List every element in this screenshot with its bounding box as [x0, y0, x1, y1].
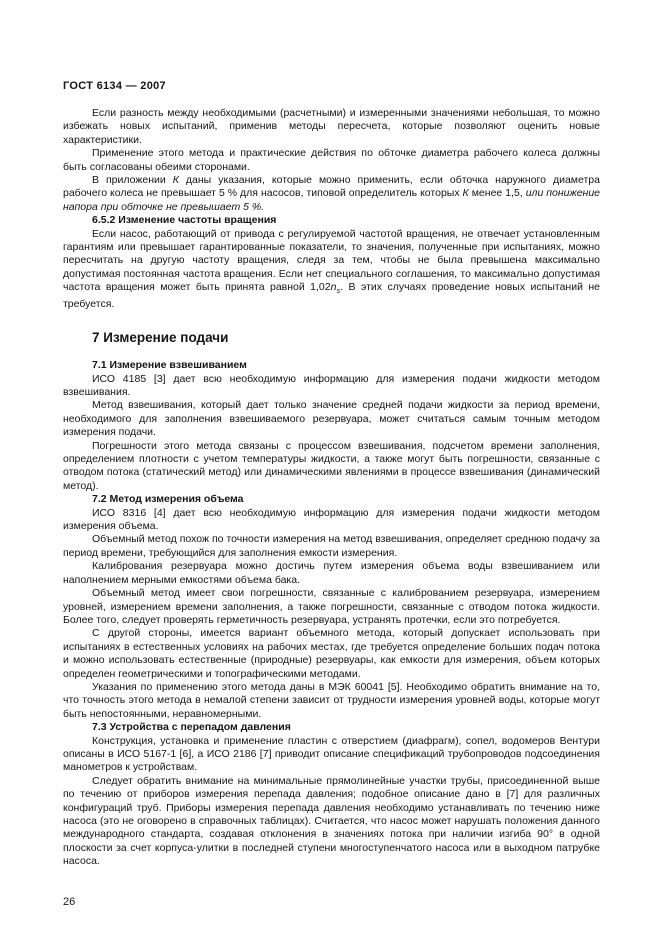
paragraph: Если насос, работающий от привода с регулируемой частотой вращения, не отвечает установленным гарантиям или превышает гарантированные показатели, то значения, полученные при испытаниях, можно пересчитать на другую частоту вращения, следя за тем, чтобы не была превышена максимально допустимая постоянная частота вращения. Если нет специального соглашения, то максимально допустимая частота вращения может быть принята равной $1,02n_s$. В этих случаях проведение новых испытаний не требуется. [63, 227, 600, 310]
paragraph: С другой стороны, имеется вариант объемного метода, который допускает использовать при испытаниях в естественных условиях на рабочих местах, где требуется определение больших подач потока и можно использовать естественные (природные) резервуары, как емкости для измерения, объем которых определен геометрическими и топографическими методами. [63, 627, 600, 680]
subsection-heading: 7.1 Измерение взвешиванием [92, 359, 247, 372]
paragraph: Калибрования резервуара можно достичь путем измерения объема воды взвешиванием или наполнением мерными емкостями объема бака. [63, 560, 600, 586]
paragraph: Объемный метод похож по точности измерения на метод взвешивания, определяет среднюю подачу за период времени, требующийся для заполнения емкости измерения. [63, 533, 600, 559]
document-number: ГОСТ 6134 — 2007 [63, 80, 166, 92]
paragraph: Если разность между необходимыми (расчетными) и измеренными значениями небольшая, то можно избежать новых испытаний, применив методы пересчета, которые позволяют оценить новые характеристики. [63, 107, 600, 146]
subsection-heading: 6.5.2 Изменение частоты вращения [92, 214, 277, 227]
subsection-heading: 7.3 Устройства с перепадом давления [92, 721, 291, 734]
subsection-heading: 7.2 Метод измерения объема [92, 493, 244, 506]
paragraph: Метод взвешивания, который дает только значение средней подачи жидкости за период времени, необходимого для заполнения взвешиваемого резервуара, может считаться самым точным методом измерения подачи. [63, 399, 600, 439]
paragraph: Конструкция, установка и применение пластин с отверстием (диафрагм), сопел, водомеров Вентури описаны в ИСО 5167-1 [6], а ИСО 2186 [7] приводит описание спецификаций трубопроводов подсоединения манометров к устройствам. [63, 734, 600, 774]
paragraph: В приложении К даны указания, которые можно применить, если обточка наружного диаметра рабочего колеса не превышает 5 % для насосов, типовой определитель которых К менее 1,5, или понижение напора при обточке не превышает 5 %. [63, 174, 601, 213]
page-number: 26 [63, 896, 76, 908]
paragraph: Применение этого метода и практические действия по обточке диаметра рабочего колеса должны быть согласованы обеими сторонами. [63, 147, 600, 173]
section-heading: 7 Измерение подачи [92, 330, 229, 346]
paragraph: Следует обратить внимание на минимальные прямолинейные участки трубы, присоединенной выше по течению от приборов измерения перепада давления; подобное описание дано в [7] для различных конфигураций труб. Приборы измерения перепада давления необходимо устанавливать по течению ниже насоса (это не оговорено в справочных таблицах). Считается, что насос может нарушать положения данного международного стандарта, создавая отклонения в значениях потока при наличии изгиба 90° в одной плоскости за счет корпуса-улитки в последней ступени многоступенчатого насоса или в выходном патрубке насоса. [63, 774, 600, 868]
paragraph: Объемный метод имеет свои погрешности, связанные с калиброванием резервуара, измерением уровней, измерением времени заполнения, а также погрешности, связанные с отводом потока жидкости. Более того, следует проверять герметичность резервуара, устранять протечки, если это потребуется. [63, 587, 600, 626]
paragraph: Погрешности этого метода связаны с процессом взвешивания, подсчетом времени заполнения, определением плотности с учетом температуры жидкости, а также могут быть погрешности, связанные с отводом потока (статический метод) или динамическими явлениями в процессе взвешивания (динамический метод). [63, 439, 600, 492]
paragraph: ИСО 8316 [4] дает всю необходимую информацию для измерения подачи жидкости методом измерения объема. [63, 506, 600, 533]
paragraph: ИСО 4185 [3] дает всю необходимую информацию для измерения подачи жидкости методом взвешивания. [63, 372, 600, 398]
paragraph: Указания по применению этого метода даны в МЭК 60041 [5]. Необходимо обратить внимание на то, что точность этого метода в немалой степени зависит от трудности измерения уровней воды, которые могут быть непостоянными, неравномерными. [63, 680, 600, 720]
document-body [63, 107, 600, 869]
